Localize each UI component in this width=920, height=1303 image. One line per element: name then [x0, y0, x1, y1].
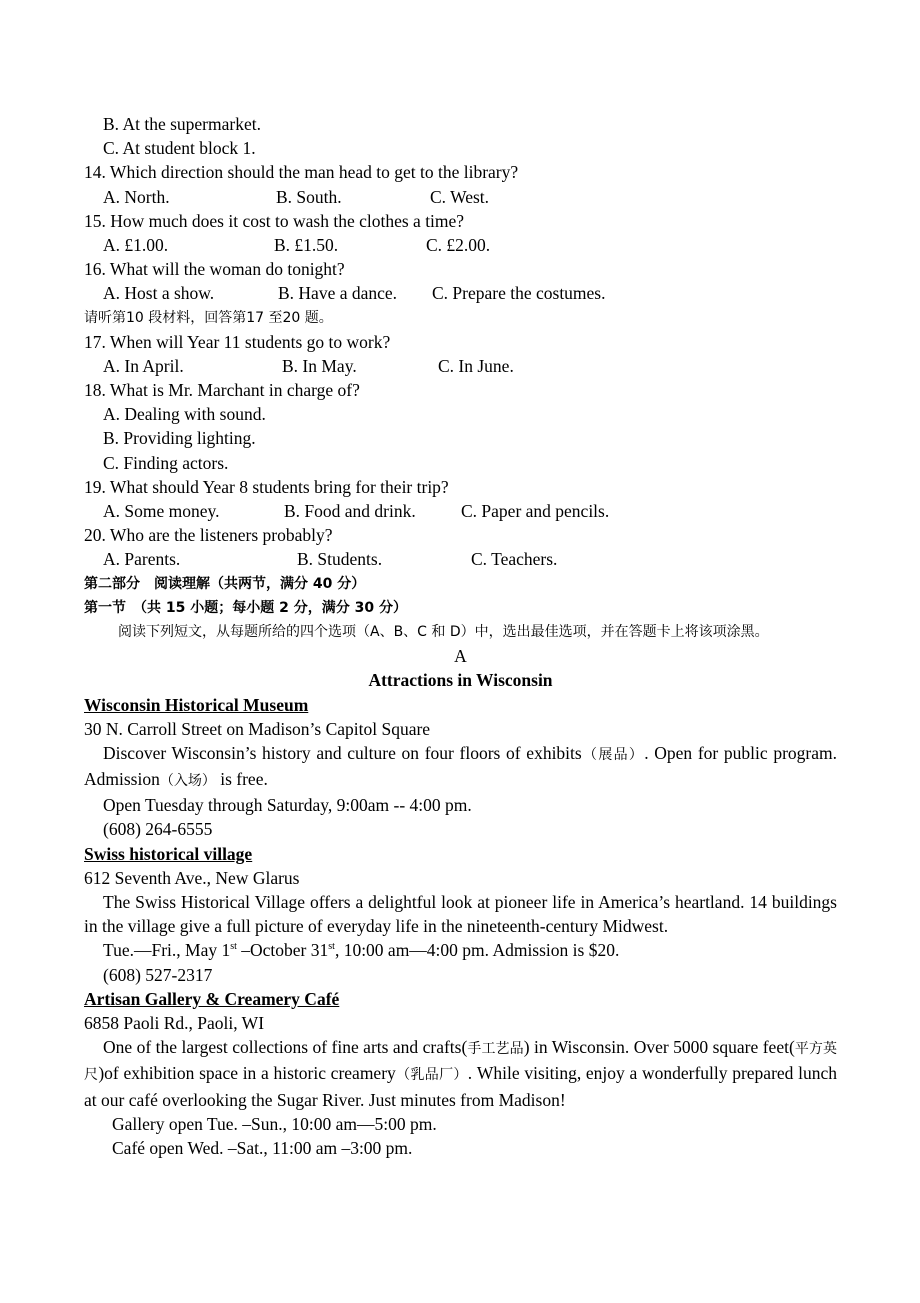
desc-gloss: （展品） [581, 746, 645, 763]
desc-gloss: 平方英尺 [84, 1041, 838, 1084]
q20-option-b: B. Students. [297, 549, 383, 570]
desc-gloss: 手工艺品 [467, 1041, 524, 1058]
q15-option-a: A. £1.00. [103, 234, 169, 255]
attraction-2-address: 612 Seventh Ave., New Glarus [84, 867, 300, 888]
attraction-2-hours [84, 938, 837, 962]
document-page [84, 112, 837, 1160]
q14-stem: 14. Which direction should the man head to get to the library? [84, 162, 519, 183]
q19-stem: 19. What should Year 8 students bring for their trip? [84, 476, 449, 497]
desc-text: . Open for public program. Admission [84, 742, 838, 790]
q14-option-b: B. South. [276, 186, 342, 207]
q17-options [84, 354, 837, 378]
attraction-1-address: 30 N. Carroll Street on Madison’s Capitol Square [84, 718, 431, 739]
attraction-2-description: The Swiss Historical Village offers a delightful look at pioneer life in America’s heartland. 14 buildings in the village give a full picture of everyday life in the nineteenth-century Midwest. [84, 892, 837, 937]
q17-stem: 17. When will Year 11 students go to work? [84, 331, 391, 352]
desc-text: Discover Wisconsin’s history and culture on four floors of exhibits [103, 742, 582, 763]
attraction-3-name: Artisan Gallery & Creamery Café [84, 988, 340, 1009]
ordinal-suffix: st [230, 941, 237, 953]
q16-stem: 16. What will the woman do tonight? [84, 259, 345, 280]
q19-option-a: A. Some money. [103, 501, 220, 521]
desc-gloss: （入场） [159, 773, 216, 790]
desc-text: One of the largest collections of fine arts and crafts( [103, 1037, 468, 1058]
section10-intro: 请听第10 段材料，回答第17 至20 题。 [84, 309, 333, 326]
attraction-1-description [84, 741, 837, 793]
q15-option-b: B. £1.50. [274, 234, 339, 255]
q15-options [84, 233, 837, 257]
part-two-title: 第二部分 阅读理解（共两节，满分 40 分） [84, 575, 366, 592]
q19-option-b: B. Food and drink. [284, 501, 416, 521]
q20-stem: 20. Who are the listeners probably? [84, 525, 333, 546]
desc-text: ) in Wisconsin. Over 5000 square feet( [523, 1037, 795, 1058]
ordinal-suffix: st [328, 941, 335, 953]
passage-title: Attractions in Wisconsin [368, 670, 553, 691]
q14-option-c: C. West. [430, 186, 490, 207]
attraction-1-phone: (608) 264-6555 [103, 819, 213, 840]
q17-option-b: B. In May. [282, 355, 357, 376]
q20-option-c: C. Teachers. [471, 549, 558, 570]
hours-text: Tue.—Fri., May 1 [103, 940, 231, 961]
attraction-1-hours: Open Tuesday through Saturday, 9:00am -- 4:00 pm. [103, 795, 472, 816]
q16-option-c: C. Prepare the costumes. [432, 283, 606, 304]
passage-letter: A [454, 646, 467, 667]
desc-text: is free. [215, 769, 268, 790]
q17-option-a: A. In April. [103, 355, 184, 376]
attraction-2-name: Swiss historical village [84, 843, 253, 864]
attraction-3-cafe-hours: Café open Wed. –Sat., 11:00 am –3:00 pm. [112, 1138, 413, 1158]
q19-options [84, 499, 837, 523]
attraction-1-name: Wisconsin Historical Museum [84, 694, 309, 715]
hours-text: –October 31 [236, 940, 329, 961]
desc-text: . While visiting, enjoy a wonderfully prepared lunch at our café overlooking the Sugar River. Just minutes from Madison! [84, 1063, 838, 1110]
q13-option-c: C. At student block 1. [103, 138, 256, 159]
q20-options [84, 547, 837, 571]
q16-options [84, 281, 837, 305]
q14-options [84, 185, 837, 209]
q18-option-a: A. Dealing with sound. [103, 404, 266, 425]
attraction-2-phone: (608) 527-2317 [103, 964, 213, 985]
hours-text: , 10:00 am—4:00 pm. Admission is $20. [334, 940, 620, 961]
attraction-3-description [84, 1035, 837, 1112]
q16-option-a: A. Host a show. [103, 283, 215, 304]
q15-stem: 15. How much does it cost to wash the clothes a time? [84, 210, 465, 231]
section-one-title: 第一节 （共 15 小题；每小题 2 分，满分 30 分） [84, 599, 407, 616]
attraction-3-address: 6858 Paoli Rd., Paoli, WI [84, 1013, 265, 1034]
q14-option-a: A. North. [103, 186, 170, 207]
q13-option-b: B. At the supermarket. [103, 114, 261, 134]
desc-text: )of exhibition space in a historic creamery [98, 1063, 396, 1084]
q20-option-a: A. Parents. [103, 549, 181, 570]
attraction-3-gallery-hours: Gallery open Tue. –Sun., 10:00 am—5:00 pm. [112, 1113, 437, 1134]
q16-option-b: B. Have a dance. [278, 283, 398, 304]
q18-option-c: C. Finding actors. [103, 452, 229, 473]
q18-option-b: B. Providing lighting. [103, 428, 256, 449]
q17-option-c: C. In June. [438, 355, 514, 376]
q19-option-c: C. Paper and pencils. [461, 501, 610, 521]
q18-stem: 18. What is Mr. Marchant in charge of? [84, 380, 360, 401]
desc-gloss: （乳品厂） [395, 1067, 468, 1084]
reading-directions: 阅读下列短文，从每题所给的四个选项（A、B、C 和 D）中，选出最佳选项，并在答题卡上将该项涂黑。 [118, 623, 769, 640]
q15-option-c: C. £2.00. [426, 234, 491, 255]
